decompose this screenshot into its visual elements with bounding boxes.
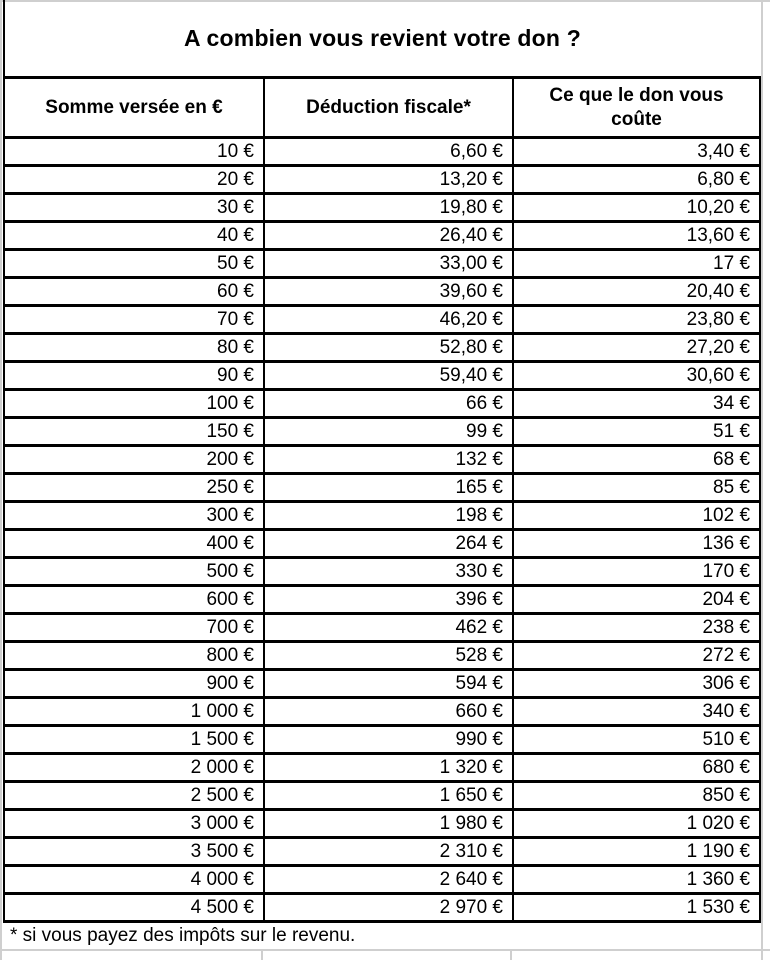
table-cell: 6,60 € xyxy=(264,138,513,166)
table-row xyxy=(4,194,760,222)
table-cell: 680 € xyxy=(513,754,760,782)
table-row xyxy=(4,278,760,306)
table-foot xyxy=(4,922,760,950)
table-cell: 34 € xyxy=(513,390,760,418)
table-cell: 70 € xyxy=(4,306,264,334)
table-cell: 264 € xyxy=(264,530,513,558)
table-cell: 660 € xyxy=(264,698,513,726)
table-cell: 26,40 € xyxy=(264,222,513,250)
table-cell: 165 € xyxy=(264,474,513,502)
table-cell: 2 310 € xyxy=(264,838,513,866)
table-cell: 46,20 € xyxy=(264,306,513,334)
header-row xyxy=(4,78,760,138)
table-cell: 51 € xyxy=(513,418,760,446)
table-cell: 3 500 € xyxy=(4,838,264,866)
table-cell: 1 190 € xyxy=(513,838,760,866)
table-row xyxy=(4,390,760,418)
table-cell: 170 € xyxy=(513,558,760,586)
table-cell: 600 € xyxy=(4,586,264,614)
table-row xyxy=(4,670,760,698)
table-cell: 2 970 € xyxy=(264,894,513,922)
table-cell: 6,80 € xyxy=(513,166,760,194)
table-cell: 272 € xyxy=(513,642,760,670)
table-cell: 10,20 € xyxy=(513,194,760,222)
table-cell: 1 980 € xyxy=(264,810,513,838)
table-cell: 59,40 € xyxy=(264,362,513,390)
header-cout-don: Ce que le don vous coûte xyxy=(513,78,760,138)
table-row xyxy=(4,558,760,586)
table-cell: 1 650 € xyxy=(264,782,513,810)
table-row xyxy=(4,782,760,810)
table-cell: 990 € xyxy=(264,726,513,754)
gridline-col1-stub xyxy=(261,951,263,960)
table-row xyxy=(4,866,760,894)
table-head xyxy=(4,0,760,138)
table-cell: 2 640 € xyxy=(264,866,513,894)
table-cell: 396 € xyxy=(264,586,513,614)
table-cell: 20 € xyxy=(4,166,264,194)
table-row xyxy=(4,138,760,166)
table-cell: 1 500 € xyxy=(4,726,264,754)
footnote-row xyxy=(4,922,760,950)
table-row xyxy=(4,222,760,250)
table-cell: 10 € xyxy=(4,138,264,166)
table-cell: 1 320 € xyxy=(264,754,513,782)
table-cell: 900 € xyxy=(4,670,264,698)
footnote-text: * si vous payez des impôts sur le revenu. xyxy=(10,925,356,946)
table-cell: 39,60 € xyxy=(264,278,513,306)
table-cell: 60 € xyxy=(4,278,264,306)
table-cell: 100 € xyxy=(4,390,264,418)
table-row xyxy=(4,614,760,642)
table-cell: 462 € xyxy=(264,614,513,642)
table-cell: 700 € xyxy=(4,614,264,642)
table-row xyxy=(4,418,760,446)
table-cell: 2 500 € xyxy=(4,782,264,810)
table-cell: 80 € xyxy=(4,334,264,362)
table-cell: 50 € xyxy=(4,250,264,278)
footnote-empty-cell xyxy=(513,922,760,950)
table-cell: 238 € xyxy=(513,614,760,642)
table-cell: 1 000 € xyxy=(4,698,264,726)
table-cell: 4 500 € xyxy=(4,894,264,922)
table-cell: 66 € xyxy=(264,390,513,418)
table-cell: 850 € xyxy=(513,782,760,810)
table-title: A combien vous revient votre don ? xyxy=(4,0,760,78)
table-cell: 150 € xyxy=(4,418,264,446)
gridline-below-footnote xyxy=(0,949,770,951)
table-cell: 30 € xyxy=(4,194,264,222)
table-cell: 330 € xyxy=(264,558,513,586)
table-cell: 90 € xyxy=(4,362,264,390)
table-cell: 200 € xyxy=(4,446,264,474)
table-cell: 40 € xyxy=(4,222,264,250)
table-cell: 4 000 € xyxy=(4,866,264,894)
title-row xyxy=(4,0,760,78)
table-cell: 340 € xyxy=(513,698,760,726)
table-row xyxy=(4,894,760,922)
table-row xyxy=(4,166,760,194)
table-cell: 13,60 € xyxy=(513,222,760,250)
table-row xyxy=(4,446,760,474)
table-cell: 33,00 € xyxy=(264,250,513,278)
table-cell: 500 € xyxy=(4,558,264,586)
table-cell: 198 € xyxy=(264,502,513,530)
header-deduction-fiscale: Déduction fiscale* xyxy=(264,78,513,138)
table-cell: 528 € xyxy=(264,642,513,670)
table-cell: 400 € xyxy=(4,530,264,558)
table-row xyxy=(4,502,760,530)
table-cell: 594 € xyxy=(264,670,513,698)
table-cell: 1 020 € xyxy=(513,810,760,838)
table-row xyxy=(4,250,760,278)
table-row xyxy=(4,306,760,334)
table-cell: 17 € xyxy=(513,250,760,278)
gridline-right xyxy=(761,0,763,960)
table-cell: 3 000 € xyxy=(4,810,264,838)
header-somme-versee: Somme versée en € xyxy=(4,78,264,138)
table-row xyxy=(4,810,760,838)
table-cell: 132 € xyxy=(264,446,513,474)
table-cell: 510 € xyxy=(513,726,760,754)
table-cell: 300 € xyxy=(4,502,264,530)
table-cell: 2 000 € xyxy=(4,754,264,782)
table-row xyxy=(4,838,760,866)
table-row xyxy=(4,474,760,502)
table-row xyxy=(4,698,760,726)
table-row xyxy=(4,726,760,754)
table-cell: 3,40 € xyxy=(513,138,760,166)
table-cell: 136 € xyxy=(513,530,760,558)
table-cell: 27,20 € xyxy=(513,334,760,362)
table-cell: 102 € xyxy=(513,502,760,530)
table-cell: 20,40 € xyxy=(513,278,760,306)
table-cell: 19,80 € xyxy=(264,194,513,222)
table-cell: 1 530 € xyxy=(513,894,760,922)
table-row xyxy=(4,642,760,670)
table-cell: 306 € xyxy=(513,670,760,698)
donation-cost-table xyxy=(3,0,761,949)
table-row xyxy=(4,530,760,558)
gridline-left xyxy=(0,0,2,960)
table-cell: 68 € xyxy=(513,446,760,474)
table-row xyxy=(4,754,760,782)
table-cell: 800 € xyxy=(4,642,264,670)
table-cell: 13,20 € xyxy=(264,166,513,194)
table-cell: 99 € xyxy=(264,418,513,446)
table-cell: 1 360 € xyxy=(513,866,760,894)
table-cell: 52,80 € xyxy=(264,334,513,362)
table-cell: 250 € xyxy=(4,474,264,502)
table-row xyxy=(4,334,760,362)
table-cell: 85 € xyxy=(513,474,760,502)
gridline-col2-stub xyxy=(510,951,512,960)
table-body xyxy=(4,138,760,922)
table-cell: 30,60 € xyxy=(513,362,760,390)
table-row xyxy=(4,586,760,614)
table-row xyxy=(4,362,760,390)
table-cell: 204 € xyxy=(513,586,760,614)
table-cell: 23,80 € xyxy=(513,306,760,334)
